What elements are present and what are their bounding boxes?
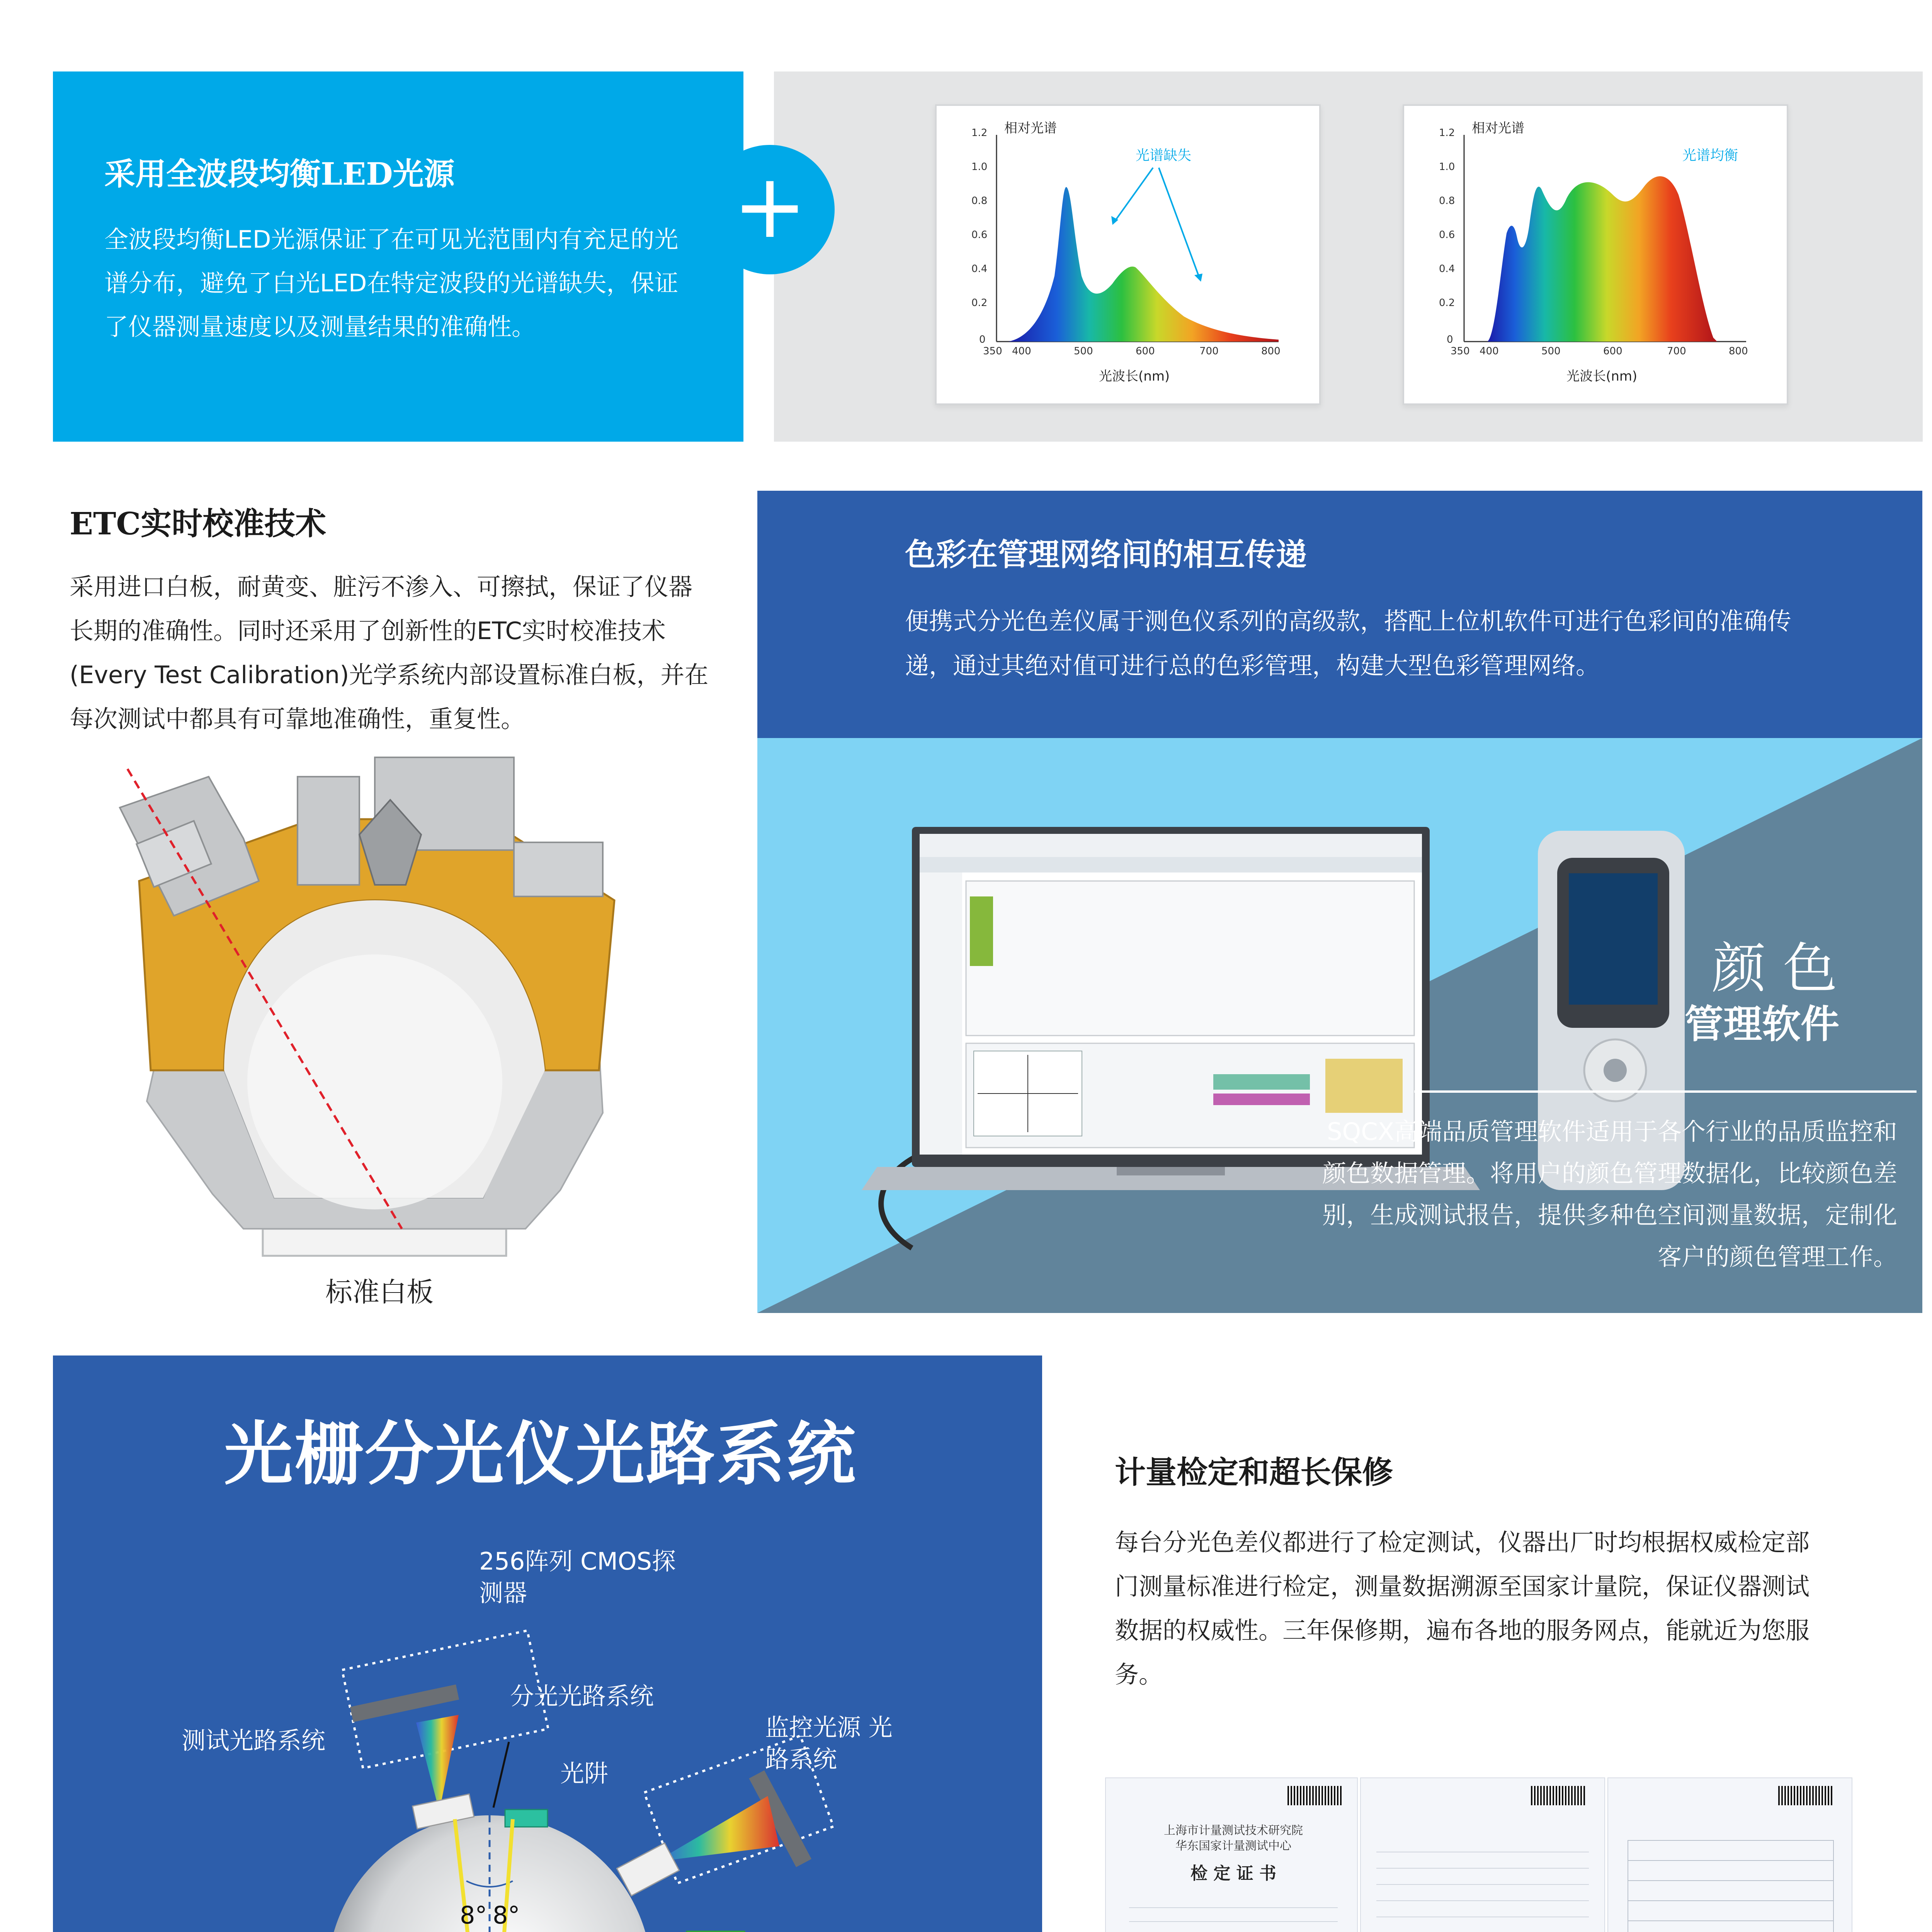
x-tick: 400 — [1012, 345, 1031, 357]
certificate-page — [1607, 1777, 1852, 1932]
calib-body: 每台分光色差仪都进行了检定测试，仪器出厂时均根据权威检定部门测量标准进行检定，测量数据溯源至国家计量院，保证仪器测试数据的权威性。三年保修期，遍布各地的服务网点，能就近为您服务。 — [1115, 1528, 1810, 1689]
etc-title: ETC实时校准技术 — [70, 505, 327, 542]
y-tick: 0.8 — [1439, 195, 1455, 207]
label-test: 测试光路系统 — [182, 1726, 326, 1755]
etc-cutaway-illustration — [97, 753, 657, 1267]
network-body: 便携式分光色差仪属于测色仪系列的高级款，搭配上位机软件可进行色彩间的准确传递，通过其绝对值可进行总的色彩管理，构建大型色彩管理网络。 — [905, 607, 1792, 680]
chart-ylabel: 相对光谱 — [1004, 121, 1057, 136]
led-body: 全波段均衡LED光源保证了在可见光范围内有充足的光谱分布，避免了白光LED在特定波段的光谱缺失，保证了仪器测量速度以及测量结果的准确性。 — [104, 225, 679, 341]
cert-header-2: 华东国家计量测试中心 — [1175, 1839, 1291, 1853]
certificate-page — [1105, 1777, 1358, 1932]
spectrum-chart-deficient — [935, 104, 1321, 405]
x-tick: 500 — [1541, 345, 1561, 357]
x-tick: 350 — [983, 345, 1002, 357]
x-tick: 600 — [1136, 345, 1155, 357]
label-split: 分光光路系统 — [510, 1682, 654, 1710]
spectrum-chart-balanced — [1403, 104, 1788, 405]
label-cmos: 256阵列 CMOS探测器 — [479, 1547, 676, 1607]
barcode — [1287, 1786, 1342, 1805]
x-tick: 500 — [1074, 345, 1093, 357]
cert-title: 检 定 证 书 — [1190, 1864, 1276, 1883]
cert-table — [1628, 1840, 1834, 1932]
y-tick: 1.2 — [1439, 127, 1455, 139]
software-body: SQCX高端品质管理软件适用于各个行业的品质监控和颜色数据管理。将用户的颜色管理数据化，比较颜色差别，生成测试报告，提供多种色空间测量数据，定制化客户的颜色管理工作。 — [1322, 1117, 1897, 1271]
label-trap: 光阱 — [560, 1759, 609, 1787]
network-title: 色彩在管理网络间的相互传递 — [905, 536, 1307, 573]
cert-lines — [1376, 1836, 1589, 1932]
x-tick: 800 — [1729, 345, 1748, 357]
x-tick: 700 — [1667, 345, 1686, 357]
optics-title: 光栅分光仪光路系统 — [224, 1414, 857, 1494]
y-tick: 0.4 — [971, 263, 988, 275]
y-tick: 1.0 — [1439, 161, 1455, 173]
software-title-2: 管理软件 — [1685, 1001, 1839, 1047]
chart-xlabel: 光波长(nm) — [1566, 369, 1638, 384]
label-angle-right: 8° — [493, 1901, 520, 1929]
optics-diagram — [53, 1355, 1042, 1932]
chart-annotation: 光谱均衡 — [1682, 148, 1738, 163]
y-tick: 0 — [979, 334, 986, 345]
chart-ylabel: 相对光谱 — [1472, 121, 1524, 136]
x-tick: 350 — [1451, 345, 1470, 357]
chart-annotation: 光谱缺失 — [1136, 148, 1192, 163]
plus-icon: + — [733, 155, 807, 258]
certificate-page — [1360, 1777, 1605, 1932]
y-tick: 0.6 — [1439, 229, 1455, 241]
label-angle-left: 8° — [460, 1901, 487, 1929]
etc-caption: 标准白板 — [325, 1276, 434, 1308]
software-title-1: 颜 色 — [1712, 937, 1837, 1000]
x-tick: 700 — [1199, 345, 1219, 357]
y-tick: 1.2 — [971, 127, 988, 139]
network-panel — [757, 491, 1922, 1313]
led-title: 采用全波段均衡LED光源 — [104, 156, 455, 192]
y-tick: 0.4 — [1439, 263, 1455, 275]
x-tick: 800 — [1261, 345, 1281, 357]
y-tick: 1.0 — [971, 161, 988, 173]
x-tick: 600 — [1603, 345, 1622, 357]
cert-lines — [1129, 1894, 1338, 1932]
barcode — [1778, 1786, 1832, 1805]
calib-title: 计量检定和超长保修 — [1115, 1454, 1393, 1490]
y-tick: 0.6 — [971, 229, 988, 241]
y-tick: 0.2 — [971, 297, 988, 309]
x-tick: 400 — [1480, 345, 1499, 357]
etc-body: 采用进口白板，耐黄变、脏污不渗入、可擦拭，保证了仪器长期的准确性。同时还采用了创新性的ETC实时校准技术(Every Test Calibration)光学系统内部设置标准白板，并在每次测试中都具有可靠地准确性，重复性。 — [70, 573, 709, 733]
chart-xlabel: 光波长(nm) — [1099, 369, 1170, 384]
y-tick: 0.2 — [1439, 297, 1455, 309]
software-divider — [1414, 1090, 1917, 1093]
cert-header-1: 上海市计量测试技术研究院 — [1164, 1824, 1303, 1837]
barcode — [1531, 1786, 1585, 1805]
y-tick: 0 — [1447, 334, 1453, 345]
label-monitor: 监控光源 光路系统 — [765, 1713, 893, 1773]
y-tick: 0.8 — [971, 195, 988, 207]
